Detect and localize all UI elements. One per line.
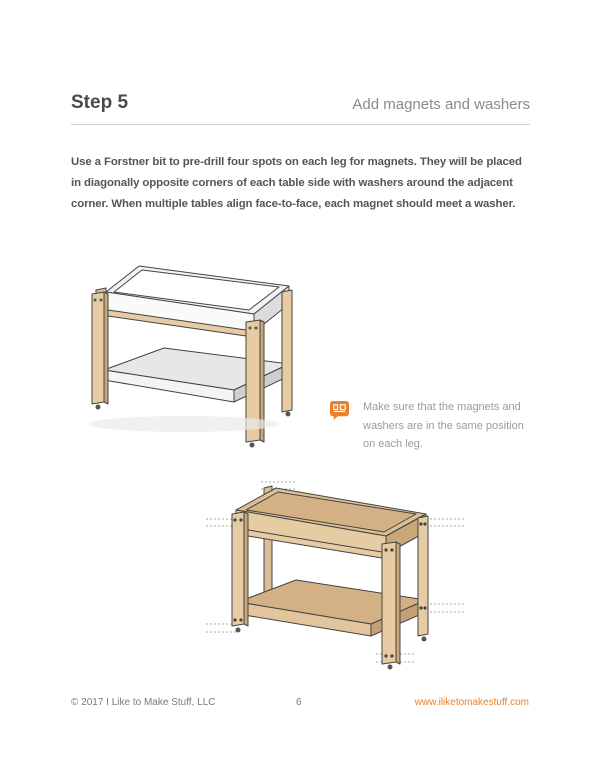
step-subtitle: Add magnets and washers <box>352 96 530 113</box>
tip-text: Make sure that the magnets and washers are in the same position on each leg. <box>363 401 524 450</box>
footer-copyright: © 2017 I Like to Make Stuff, LLC <box>71 697 216 708</box>
wood-cart-illustration <box>206 474 464 674</box>
header-divider <box>71 124 530 125</box>
white-cart-illustration <box>84 252 304 452</box>
footer-website-link[interactable]: www.iliketomakestuff.com <box>414 697 529 708</box>
footer-page-number: 6 <box>296 697 302 708</box>
step-title: Step 5 <box>71 92 129 113</box>
tip-speech-bubble-icon <box>330 401 349 420</box>
instruction-paragraph: Use a Forstner bit to pre-drill four spots on each leg for magnets. They will be placed in diagonally opposite corners of each table side with washers around the adjacent corner. When multiple tables align face-to-face, each magnet should meet a washer. <box>71 156 522 210</box>
